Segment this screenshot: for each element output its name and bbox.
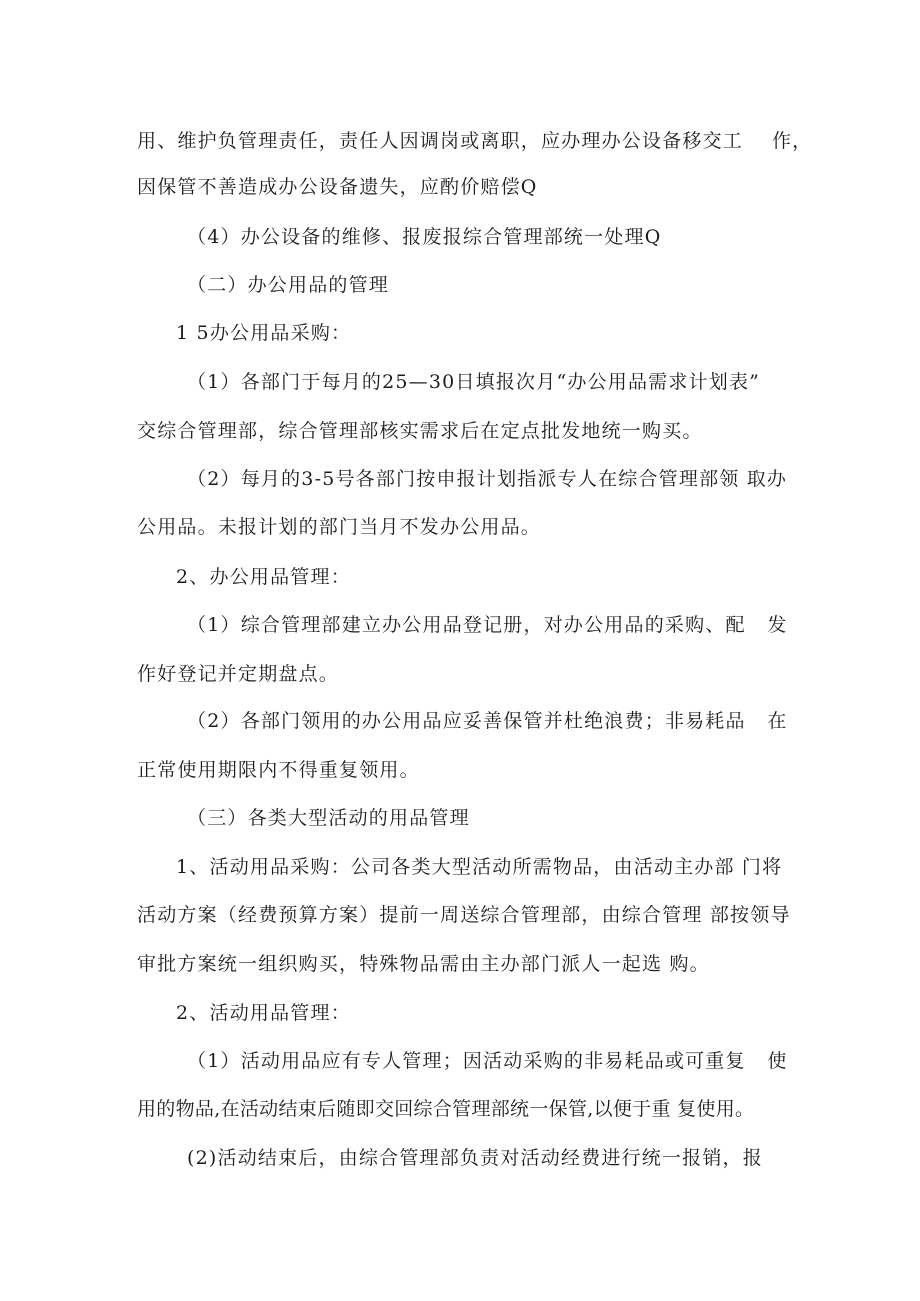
section-heading: （二）办公用品的管理 xyxy=(187,274,390,296)
text-line: （1）各部门于每月的25—30日填报次月“办公用品需求计划表” xyxy=(187,371,761,393)
text-line: 交综合管理部，综合管理部核实需求后在定点批发地统一购买。 xyxy=(137,420,703,442)
text-line: 1、活动用品采购：公司各类大型活动所需物品，由活动主办部 门将 xyxy=(176,856,783,878)
text-line: （2）每月的3-5号各部门按申报计划指派专人在综合管理部领 取办 xyxy=(187,468,788,490)
text-line: （1）活动用品应有专人管理；因活动采购的非易耗品或可重复 使 xyxy=(187,1050,788,1072)
text-line: 因保管不善造成办公设备遗失，应酌价赔偿Q xyxy=(137,176,538,198)
text-line: 活动方案（经费预算方案）提前一周送综合管理部，由综合管理 部按领导 xyxy=(137,904,791,926)
section-heading: （三）各类大型活动的用品管理 xyxy=(187,807,470,829)
text-line: 用、维护负管理责任，责任人因调岗或离职，应办理办公设备移交工 作， xyxy=(137,130,813,152)
subsection-heading: 2、活动用品管理： xyxy=(176,1002,351,1024)
text-line: 作好登记并定期盘点。 xyxy=(137,663,340,685)
text-line: 审批方案统一组织购买，特殊物品需由主办部门派人一起选 购。 xyxy=(137,953,710,975)
text-line: （1）综合管理部建立办公用品登记册，对办公用品的采购、配 发 xyxy=(187,614,788,636)
subsection-heading: 1 5办公用品采购： xyxy=(176,322,352,344)
text-line: （4）办公设备的维修、报废报综合管理部统一处理Q xyxy=(187,226,662,248)
text-line: 公用品。未报计划的部门当月不发办公用品。 xyxy=(137,516,542,538)
text-line: 用的物品,在活动结束后随即交回综合管理部统一保管,以便于重 复使用。 xyxy=(137,1098,755,1120)
text-line: (2)活动结束后，由综合管理部负责对活动经费进行统一报销，报 xyxy=(187,1147,763,1169)
text-line: （2）各部门领用的办公用品应妥善保管并杜绝浪费；非易耗品 在 xyxy=(187,710,788,732)
subsection-heading: 2、办公用品管理： xyxy=(176,566,351,588)
text-line: 正常使用期限内不得重复领用。 xyxy=(137,759,420,781)
